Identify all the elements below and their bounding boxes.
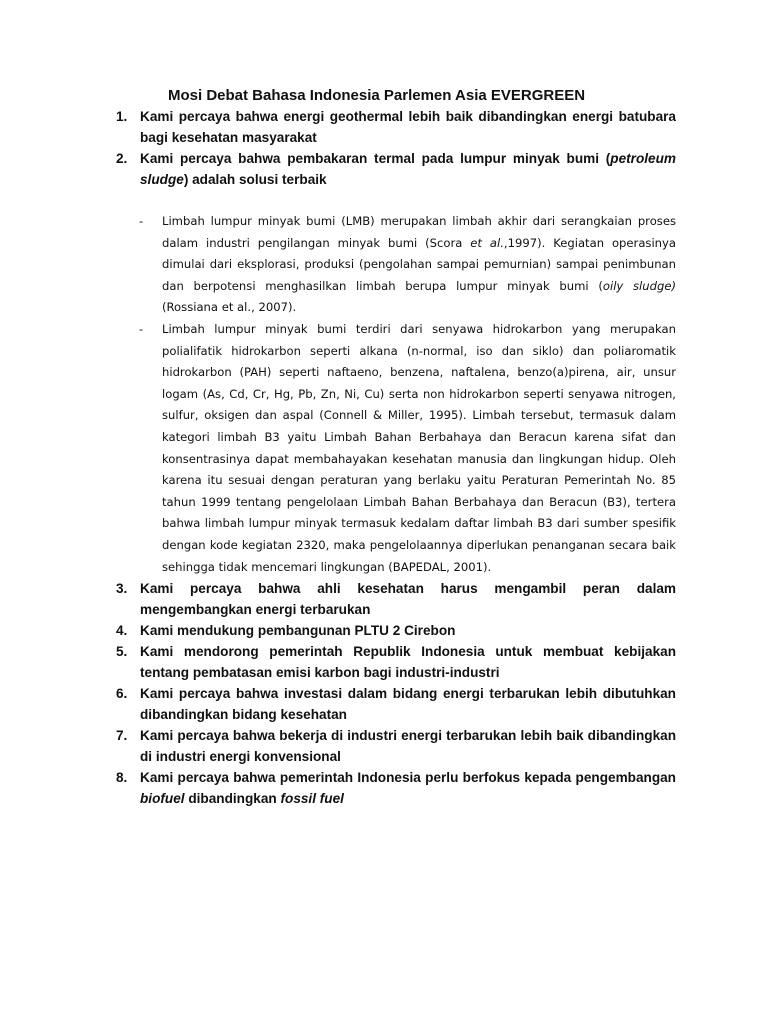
note-text: Limbah lumpur minyak bumi (LMB) merupakan limbah akhir dari serangkaian proses dalam industri pengilangan minyak bumi (Scora [162, 214, 676, 250]
list-item [0, 620, 768, 641]
note-italic: oily sludge) [602, 278, 676, 293]
note-item [0, 319, 768, 578]
item-number: 4. [116, 623, 128, 639]
motion-text: Kami mendorong pemerintah Republik Indonesia untuk membuat kebijakan tentang pembatasan emisi karbon bagi industri-industri [140, 644, 676, 681]
motion-italic-term: biofuel [140, 791, 185, 807]
motion-text: Kami percaya bahwa pemerintah Indonesia perlu berfokus kepada pengembangan [140, 770, 676, 786]
motion-text: Kami percaya bahwa energi geothermal lebih baik dibandingkan energi batubara bagi kesehatan masyarakat [140, 109, 676, 145]
explanation-notes [0, 211, 768, 578]
dash-bullet: - [139, 214, 144, 228]
motion-list-bottom [0, 578, 768, 809]
motion-text: Kami percaya bahwa bekerja di industri energi terbarukan lebih baik dibandingkan di industri energi konvensional [140, 728, 676, 765]
item-number: 8. [116, 770, 128, 786]
item-number: 7. [116, 728, 128, 744]
motion-text: Kami percaya bahwa pembakaran termal pada lumpur minyak bumi ( [140, 151, 611, 166]
document-title: Mosi Debat Bahasa Indonesia Parlemen Asia EVERGREEN [168, 87, 586, 104]
motion-italic-term: petroleum sludge [140, 151, 676, 187]
note-text-end: (Rossiana et al., 2007). [162, 300, 297, 315]
item-number: 3. [116, 581, 128, 597]
note-italic: et al. [470, 235, 504, 250]
list-item [0, 767, 768, 809]
list-item [0, 683, 768, 725]
list-item [0, 106, 768, 148]
list-item [0, 578, 768, 620]
motion-text: Kami percaya bahwa investasi dalam bidang energi terbarukan lebih dibutuhkan dibandingkan bidang kesehatan [140, 686, 676, 723]
item-number: 6. [116, 686, 128, 702]
motion-list-top [0, 106, 768, 190]
item-number: 5. [116, 644, 128, 660]
note-item [0, 211, 768, 319]
motion-text: Kami mendukung pembangunan PLTU 2 Cirebon [140, 623, 456, 639]
list-item [0, 725, 768, 767]
note-text-mid: ,1997). Kegiatan operasinya dimulai dari eksplorasi, produksi (pengolahan sampai pemurnian) sampai penimbunan dan berpotensi menghasilkan limbah berupa lumpur minyak bumi ( [162, 235, 677, 293]
item-number: 1. [116, 109, 128, 124]
motion-text: Kami percaya bahwa ahli kesehatan harus mengambil peran dalam mengembangkan energi terbarukan [140, 581, 676, 618]
motion-text-end: ) adalah solusi terbaik [183, 172, 327, 187]
list-item [0, 641, 768, 683]
item-number: 2. [116, 151, 128, 166]
dash-bullet: - [139, 321, 144, 336]
motion-italic-term: fossil fuel [280, 791, 344, 807]
note-text: Limbah lumpur minyak bumi terdiri dari senyawa hidrokarbon yang merupakan polialifatik hidrokarbon seperti alkana (n-normal, iso dan siklo) dan poliaromatik hidrokarbon (PAH) seperti naftaeno, benzena, naftalena, benzo(a)pirena, air, unsur logam (As, Cd, Cr, Hg, Pb, Zn, Ni, Cu) serta non hidrokarbon seperti senyawa nitrogen, sulfur, oksigen dan aspal (Connell & Miller, 1995). Limbah tersebut, termasuk dalam kategori limbah B3 yaitu Limbah Bahan Berbahaya dan Beracun karena sifat dan konsentrasinya dapat membahayakan kesehatan manusia dan lingkungan hidup. Oleh karena itu sesuai dengan peraturan yang berlaku yaitu Peraturan Pemerintah No. 85 tahun 1999 tentang pengelolaan Limbah Bahan Berbahaya dan Beracun (B3), tertera bahwa limbah lumpur minyak termasuk kedalam daftar limbah B3 dari sumber spesifik dengan kode kegiatan 2320, maka pengelolaannya diperlukan penanganan secara baik sehingga tidak mencemari lingkungan (BAPEDAL, 2001). [162, 321, 676, 574]
list-item [0, 148, 768, 190]
motion-text-mid: dibandingkan [184, 791, 281, 807]
